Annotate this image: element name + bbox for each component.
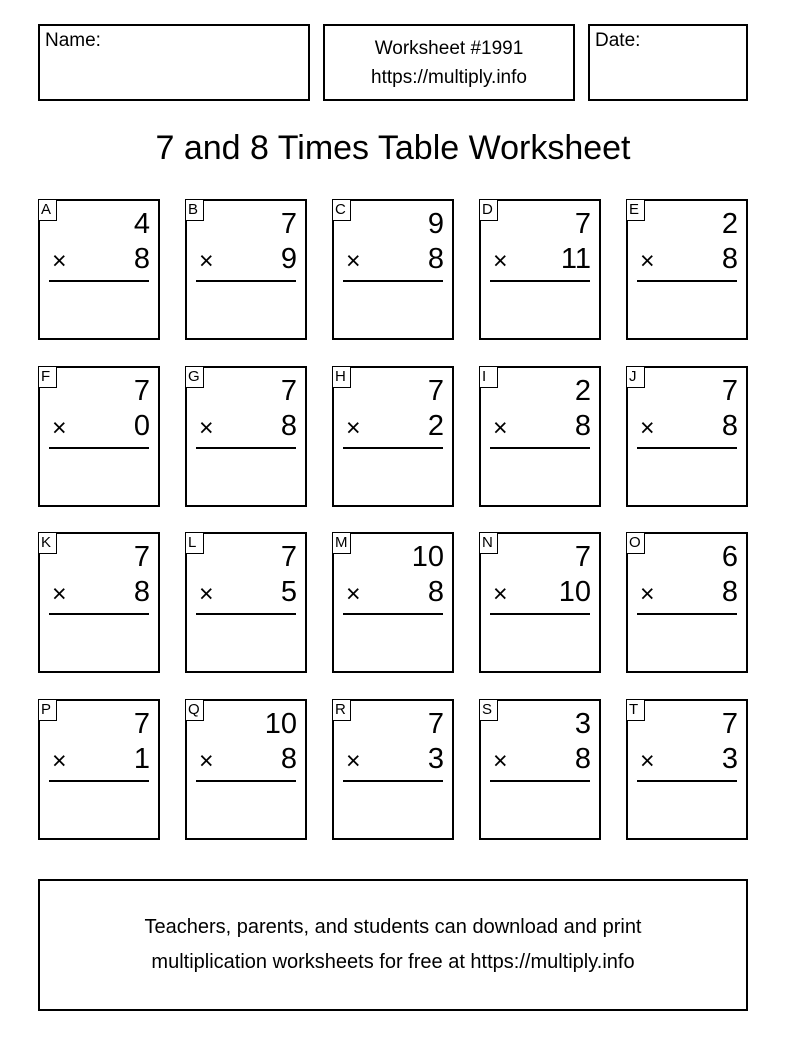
times-sign: × <box>346 747 361 775</box>
problem-card <box>38 699 160 840</box>
problem-label: B <box>185 199 204 221</box>
answer-line <box>637 613 737 615</box>
times-sign: × <box>346 580 361 608</box>
multiplier: 8 <box>574 410 591 442</box>
multiplier: 11 <box>560 243 591 275</box>
problem-label: K <box>38 532 57 554</box>
multiplier: 3 <box>721 743 738 775</box>
multiplier: 8 <box>721 576 738 608</box>
problem-card <box>185 532 307 673</box>
multiplier: 8 <box>280 743 297 775</box>
times-sign: × <box>493 580 508 608</box>
multiplicand: 4 <box>133 208 150 240</box>
problem-label: D <box>479 199 498 221</box>
answer-line <box>490 280 590 282</box>
answer-line <box>49 613 149 615</box>
problem-label: Q <box>185 699 204 721</box>
multiplicand: 3 <box>574 708 591 740</box>
multiplier: 8 <box>133 576 150 608</box>
problem-card <box>626 532 748 673</box>
problem-card <box>626 366 748 507</box>
multiplier: 8 <box>574 743 591 775</box>
problem-label: T <box>626 699 645 721</box>
multiplicand: 2 <box>574 375 591 407</box>
problem-label: H <box>332 366 351 388</box>
times-sign: × <box>640 747 655 775</box>
multiplier: 8 <box>721 410 738 442</box>
times-sign: × <box>199 747 214 775</box>
multiplicand: 7 <box>280 375 297 407</box>
problem-label: P <box>38 699 57 721</box>
problem-card <box>185 366 307 507</box>
multiplier: 2 <box>427 410 444 442</box>
page-title: 7 and 8 Times Table Worksheet <box>155 129 631 167</box>
multiplier: 8 <box>721 243 738 275</box>
problem-card <box>185 699 307 840</box>
answer-line <box>490 613 590 615</box>
problem-label: G <box>185 366 204 388</box>
times-sign: × <box>640 580 655 608</box>
problem-card <box>626 699 748 840</box>
problem-card <box>479 532 601 673</box>
times-sign: × <box>199 580 214 608</box>
problem-label: I <box>479 366 498 388</box>
times-sign: × <box>199 414 214 442</box>
name-label: Name: <box>45 30 101 51</box>
worksheet-info-box <box>323 24 575 101</box>
problem-card <box>479 699 601 840</box>
times-sign: × <box>493 247 508 275</box>
problem-label: O <box>626 532 645 554</box>
problem-label: N <box>479 532 498 554</box>
multiplicand: 9 <box>427 208 444 240</box>
times-sign: × <box>52 747 67 775</box>
multiplier: 1 <box>133 743 150 775</box>
multiplier: 8 <box>427 576 444 608</box>
multiplier: 8 <box>133 243 150 275</box>
multiplier: 0 <box>133 410 150 442</box>
multiplicand: 7 <box>280 208 297 240</box>
multiplicand: 7 <box>721 375 738 407</box>
problem-card <box>332 532 454 673</box>
problem-label: M <box>332 532 351 554</box>
answer-line <box>196 780 296 782</box>
multiplicand: 6 <box>721 541 738 573</box>
times-sign: × <box>199 247 214 275</box>
problem-label: R <box>332 699 351 721</box>
multiplier: 5 <box>280 576 297 608</box>
answer-line <box>49 280 149 282</box>
problem-card <box>185 199 307 340</box>
name-box[interactable] <box>38 24 310 101</box>
multiplicand: 7 <box>574 208 591 240</box>
answer-line <box>490 447 590 449</box>
problem-label: C <box>332 199 351 221</box>
problem-card <box>38 199 160 340</box>
times-sign: × <box>493 414 508 442</box>
multiplicand: 7 <box>133 708 150 740</box>
date-label: Date: <box>595 30 641 51</box>
multiplicand: 7 <box>133 541 150 573</box>
answer-line <box>343 780 443 782</box>
multiplicand: 10 <box>264 708 297 740</box>
multiplicand: 2 <box>721 208 738 240</box>
problem-label: J <box>626 366 645 388</box>
answer-line <box>49 447 149 449</box>
problem-card <box>626 199 748 340</box>
answer-line <box>637 280 737 282</box>
answer-line <box>637 447 737 449</box>
multiplier: 10 <box>558 576 591 608</box>
times-sign: × <box>346 414 361 442</box>
times-sign: × <box>640 247 655 275</box>
answer-line <box>490 780 590 782</box>
problem-label: A <box>38 199 57 221</box>
multiplicand: 10 <box>411 541 444 573</box>
multiplier: 9 <box>280 243 297 275</box>
times-sign: × <box>346 247 361 275</box>
footer-line-2: multiplication worksheets for free at https://multiply.info <box>151 951 635 973</box>
footer-box <box>38 879 748 1011</box>
problem-label: F <box>38 366 57 388</box>
problem-card <box>479 199 601 340</box>
problem-label: S <box>479 699 498 721</box>
multiplicand: 7 <box>574 541 591 573</box>
times-sign: × <box>52 247 67 275</box>
answer-line <box>343 280 443 282</box>
problem-card <box>332 366 454 507</box>
answer-line <box>196 280 296 282</box>
problem-label: E <box>626 199 645 221</box>
multiplier: 8 <box>280 410 297 442</box>
answer-line <box>196 447 296 449</box>
multiplicand: 7 <box>280 541 297 573</box>
problem-card <box>38 532 160 673</box>
multiplicand: 7 <box>427 708 444 740</box>
answer-line <box>343 447 443 449</box>
multiplicand: 7 <box>427 375 444 407</box>
multiplier: 8 <box>427 243 444 275</box>
worksheet-url: https://multiply.info <box>371 67 527 88</box>
times-sign: × <box>52 414 67 442</box>
problem-label: L <box>185 532 204 554</box>
problem-card <box>332 199 454 340</box>
answer-line <box>343 613 443 615</box>
multiplier: 3 <box>427 743 444 775</box>
multiplicand: 7 <box>721 708 738 740</box>
worksheet-number: Worksheet #1991 <box>374 38 524 59</box>
answer-line <box>637 780 737 782</box>
times-sign: × <box>52 580 67 608</box>
problem-card <box>479 366 601 507</box>
multiplicand: 7 <box>133 375 150 407</box>
times-sign: × <box>493 747 508 775</box>
answer-line <box>196 613 296 615</box>
problem-card <box>332 699 454 840</box>
times-sign: × <box>640 414 655 442</box>
problem-card <box>38 366 160 507</box>
answer-line <box>49 780 149 782</box>
footer-line-1: Teachers, parents, and students can download and print <box>144 916 642 938</box>
date-box[interactable] <box>588 24 748 101</box>
